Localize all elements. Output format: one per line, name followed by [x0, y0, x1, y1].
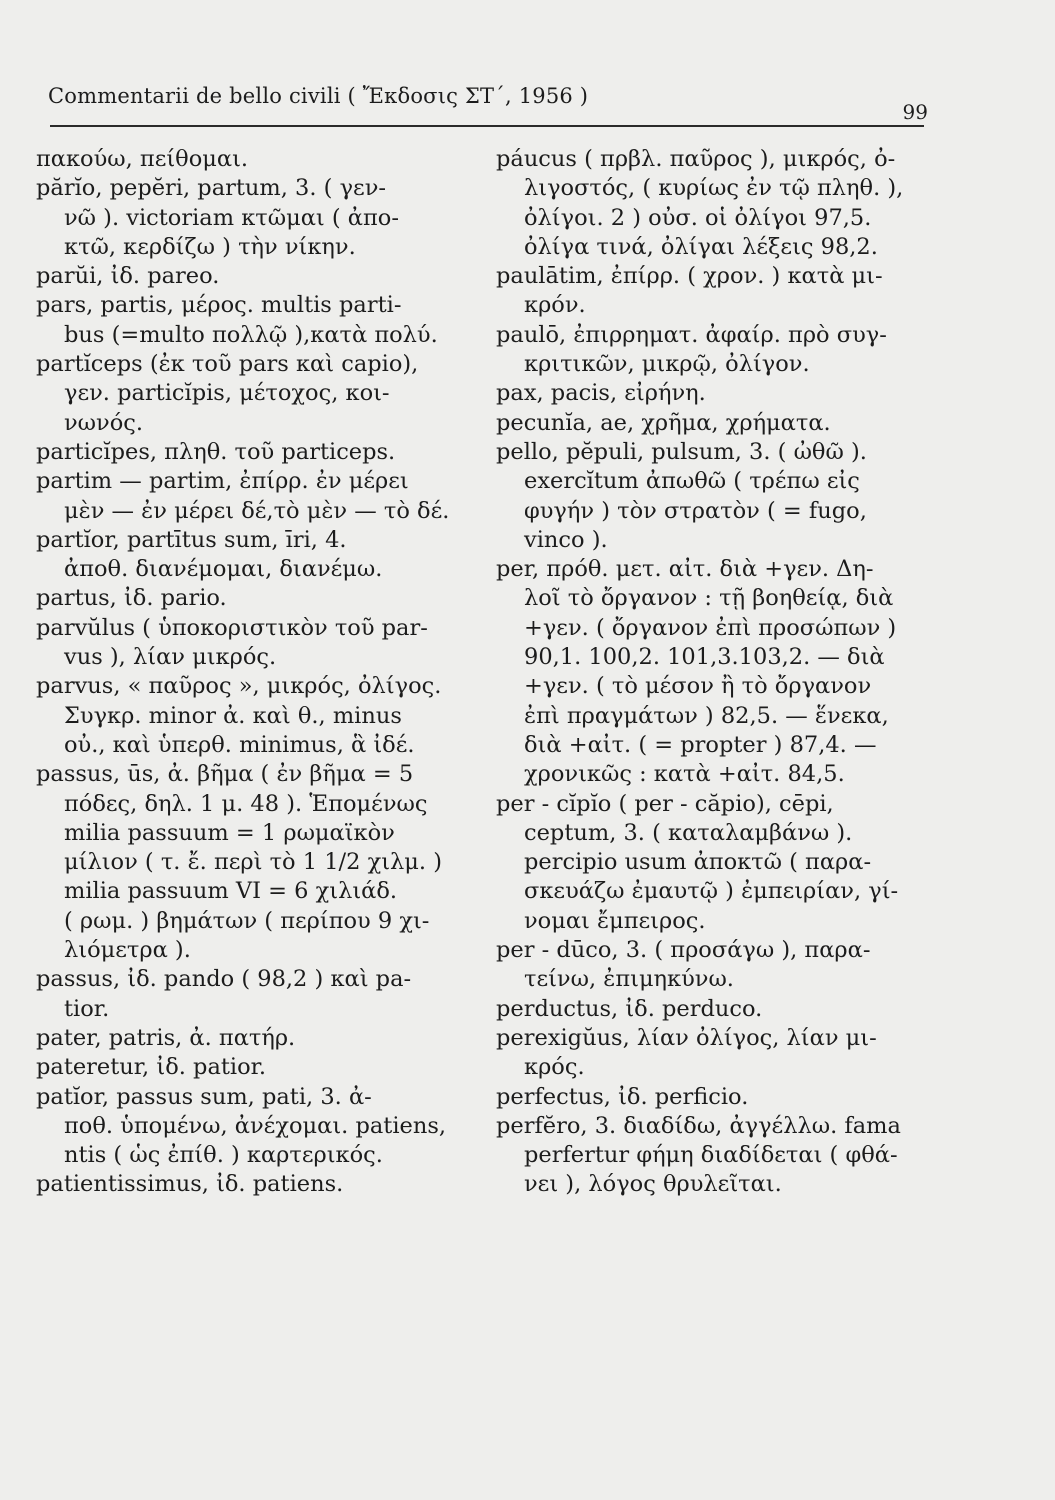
- dictionary-entry: passus, ἰδ. pando ( 98,2 ) καὶ pa- tior.: [36, 966, 412, 1022]
- dictionary-entry: particĭpes, πληθ. τοῦ particeps.: [36, 438, 396, 465]
- left-column: [36, 145, 466, 1200]
- dictionary-entry: parŭi, ἰδ. pareo.: [36, 263, 220, 290]
- dictionary-entry: per, πρόθ. μετ. αἰτ. διὰ +γεν. Δη- λοῖ τὸ ὄργανον : τῇ βοηθείᾳ, διὰ +γεν. ( ὄργανον ἐπὶ προσώπων ) 90,1. 100,2. 101,3.103,2. — διὰ +γεν. ( τὸ μέσον ἢ τὸ ὄργανον ἐπὶ πραγμάτων ) 82,5. — ἕνεκα, διὰ +αἰτ. ( = propter ) 87,4. — χρονικῶς : κατὰ +αἰτ. 84,5.: [496, 556, 897, 788]
- dictionary-entry: perductus, ἰδ. perduco.: [496, 995, 763, 1022]
- dictionary-entry: perfectus, ἰδ. perficio.: [496, 1083, 749, 1110]
- dictionary-entry: patĭor, passus sum, pati, 3. ἀ- ποθ. ὑπομένω, ἀνέχομαι. patiens, ntis ( ὡς ἐπίθ. ) καρτερικός.: [36, 1083, 447, 1169]
- dictionary-entry: perfĕro, 3. διαδίδω, ἀγγέλλω. fama perfertur φήμη διαδίδεται ( φθά- νει ), λόγος θρυλεῖται.: [496, 1112, 901, 1198]
- page-number: 99: [902, 100, 928, 124]
- dictionary-entry: parvŭlus ( ὑποκοριστικὸν τοῦ par- vus ), λίαν μικρός.: [36, 614, 428, 671]
- dictionary-entry: passus, ūs, ἀ. βῆμα ( ἐν βῆμα = 5 πόδες, δηλ. 1 μ. 48 ). Ἑπομένως milia passuum = 1 ρωμαϊκὸν μίλιον ( τ. ἔ. περὶ τὸ 1 1/2 χιλμ. ) milia passuum VI = 6 χιλιάδ. ( ρωμ. ) βημάτων ( περίπου 9 χι- λιόμετρα ).: [36, 761, 443, 964]
- dictionary-entry: per - cĭpĭo ( per - căpio), cēpi, ceptum, 3. ( καταλαμβάνω ). percipio usum ἀποκτῶ ( παρα- σκευάζω ἐμαυτῷ ) ἐμπειρίαν, γί- νομαι ἔμπειρος.: [496, 790, 899, 934]
- running-title: Commentarii de bello civili ( Ἔκδοσις ΣΤ΄, 1956 ): [48, 84, 589, 108]
- dictionary-entry: patientissimus, ἰδ. patiens.: [36, 1171, 344, 1198]
- dictionary-entry: páucus ( πρβλ. παῦρος ), μικρός, ὀ- λιγοστός, ( κυρίως ἐν τῷ πληθ. ), ὀλίγοι. 2 ) οὐσ. οἱ ὀλίγοι 97,5. ὀλίγα τινά, ὀλίγαι λέξεις 98,2.: [496, 146, 904, 260]
- dictionary-entry: partĭceps (ἐκ τοῦ pars καὶ capio), γεν. particĭpis, μέτοχος, κοι- νωνός.: [36, 351, 419, 436]
- dictionary-entry: pater, patris, ἀ. πατήρ.: [36, 1024, 296, 1051]
- dictionary-entry: pateretur, ἰδ. patior.: [36, 1054, 267, 1081]
- dictionary-entry: parvus, « παῦρος », μικρός, ὀλίγος. Συγκρ. minor ἀ. καὶ θ., minus οὐ., καὶ ὑπερθ. minimus, ἃ ἰδέ.: [36, 673, 442, 758]
- dictionary-entry: πακούω, πείθομαι.: [36, 146, 249, 172]
- header-rule: [50, 125, 924, 127]
- dictionary-entry: paulō, ἐπιρρηματ. ἀφαίρ. πρὸ συγ- κριτικῶν, μικρῷ, ὀλίγον.: [496, 321, 887, 378]
- right-column: [496, 145, 928, 1200]
- dictionary-entry: partus, ἰδ. pario.: [36, 585, 227, 612]
- dictionary-entry: per - dūco, 3. ( προσάγω ), παρα- τείνω, ἐπιμηκύνω.: [496, 937, 871, 993]
- dictionary-entry: pello, pĕpuli, pulsum, 3. ( ὠθῶ ). exercĭtum ἀπωθῶ ( τρέπω εἰς φυγήν ) τὸν στρατὸν ( = fugo, vinco ).: [496, 438, 867, 553]
- dictionary-entry: pax, pacis, εἰρήνη.: [496, 380, 706, 407]
- dictionary-entry: pars, partis, μέρος. multis parti- bus (=multo πολλῷ ),κατὰ πολύ.: [36, 292, 438, 348]
- dictionary-entry: perexigŭus, λίαν ὀλίγος, λίαν μι- κρός.: [496, 1024, 877, 1081]
- dictionary-entry: paulātim, ἐπίρρ. ( χρον. ) κατὰ μι- κρόν.: [496, 263, 883, 319]
- dictionary-entry: partĭor, partītus sum, īri, 4. ἀποθ. διανέμομαι, διανέμω.: [36, 526, 383, 583]
- dictionary-entry: pecunĭa, ae, χρῆμα, χρήματα.: [496, 409, 831, 436]
- dictionary-entry: părĭo, pepĕri, partum, 3. ( γεν- νῶ ). victoriam κτῶμαι ( ἀπο- κτῶ, κερδίζω ) τὴν νίκην.: [36, 175, 399, 260]
- dictionary-entry: partim — partim, ἐπίρρ. ἐν μέρει μὲν — ἐν μέρει δέ,τὸ μὲν — τὸ δέ.: [36, 468, 450, 524]
- page-header: [48, 76, 928, 124]
